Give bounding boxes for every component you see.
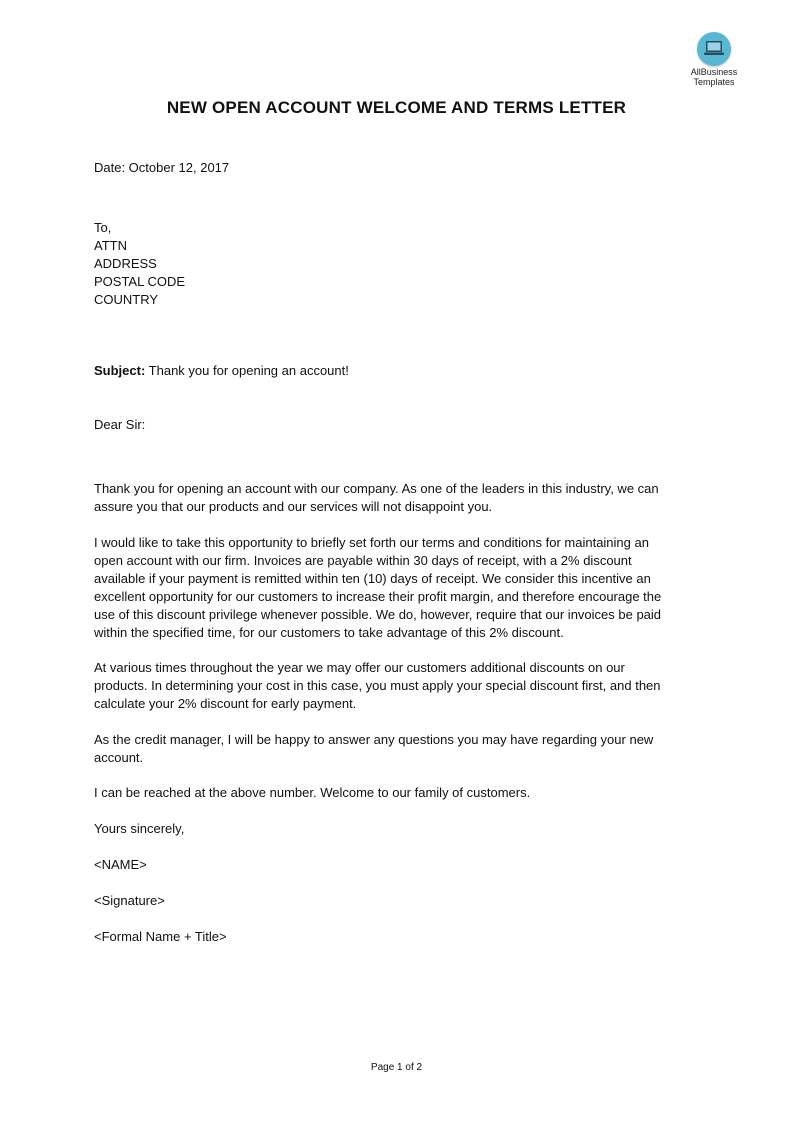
laptop-icon (697, 32, 731, 66)
paragraph-line: I would like to take this opportunity to briefly set forth our terms and conditions for maintaining an (94, 535, 649, 550)
subject-label: Subject: (94, 363, 146, 378)
closing: Yours sincerely, (94, 821, 185, 836)
paragraph-line: within the specified time, for our customers to take advantage of this 2% discount. (94, 625, 564, 640)
paragraph-line: use of this discount privilege whenever possible. We do, however, require that our invoices be paid (94, 607, 662, 622)
formal-name-placeholder: <Formal Name + Title> (94, 929, 227, 944)
paragraph-contact (94, 784, 694, 802)
paragraph-line: I can be reached at the above number. Welcome to our family of customers. (94, 785, 531, 800)
paragraph-credit-manager (94, 731, 694, 767)
recipient-attn: ATTN (94, 238, 127, 253)
name-placeholder: <NAME> (94, 857, 147, 872)
logo-text: AllBusiness Templates (690, 67, 738, 87)
paragraph-line: available if your payment is remitted within ten (10) days of receipt. We consider this incentive an (94, 571, 651, 586)
letter-date: Date: October 12, 2017 (94, 160, 230, 175)
paragraph-line: open account with our firm. Invoices are payable within 30 days of receipt, with a 2% discount (94, 553, 632, 568)
page-number: Page 1 of 2 (370, 1062, 423, 1073)
recipient-postal-code: POSTAL CODE (94, 274, 186, 289)
subject-text: Thank you for opening an account! (145, 363, 349, 378)
paragraph-line: assure you that our products and our services will not disappoint you. (94, 499, 493, 514)
allbusiness-templates-logo (681, 32, 747, 87)
paragraph-line: excellent opportunity for our customers to increase their profit margin, and therefore encourage the (94, 589, 662, 604)
recipient-country: COUNTRY (94, 292, 159, 307)
paragraph-additional-discounts (94, 659, 694, 713)
paragraph-intro (94, 480, 694, 516)
paragraph-line: As the credit manager, I will be happy to answer any questions you may have regarding your new (94, 732, 654, 747)
paragraph-line: calculate your 2% discount for early payment. (94, 696, 357, 711)
paragraph-line: account. (94, 750, 144, 765)
paragraph-line: Thank you for opening an account with our company. As one of the leaders in this industry, we can (94, 481, 659, 496)
signature-placeholder: <Signature> (94, 893, 165, 908)
paragraph-line: At various times throughout the year we may offer our customers additional discounts on our (94, 660, 625, 675)
salutation: Dear Sir: (94, 417, 146, 432)
document-title: NEW OPEN ACCOUNT WELCOME AND TERMS LETTER (166, 98, 627, 117)
subject-line (94, 362, 349, 380)
paragraph-line: products. In determining your cost in this case, you must apply your special discount first, and then (94, 678, 661, 693)
recipient-to: To, (94, 220, 112, 235)
paragraph-terms (94, 534, 694, 642)
recipient-address: ADDRESS (94, 256, 157, 271)
